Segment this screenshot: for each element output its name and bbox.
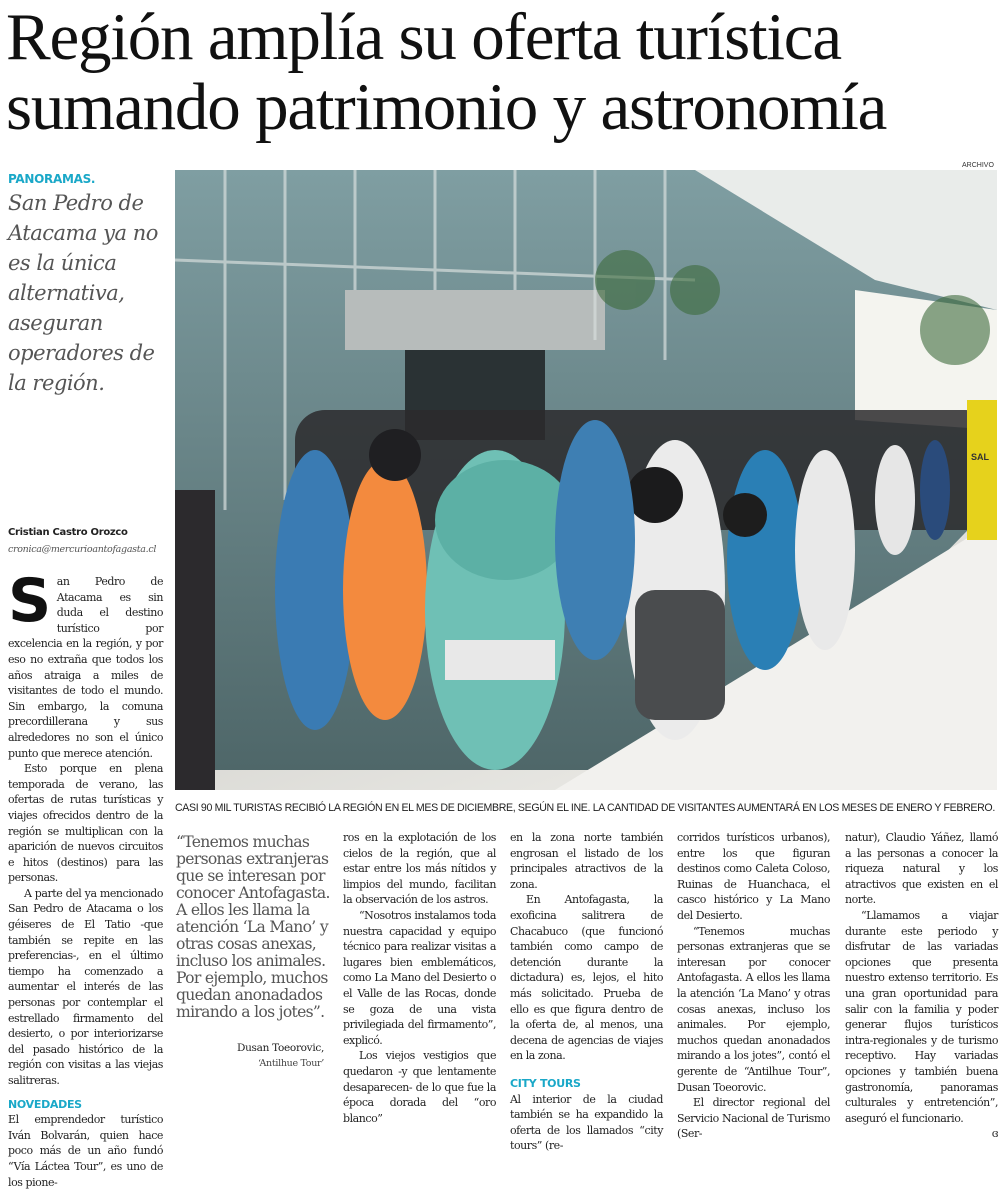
paragraph: A parte del ya mencionado San Pedro de Atacama o los géiseres de El Tatio -que también se repite en las preferencias-, en el último tiempo ha comenzado a aumentar el interés de las personas por contemplar el estrellado firmamento del desierto, o por interiorizarse del pasado histórico de la región con visitas a las viejas salitreras. — [8, 886, 163, 1087]
photo-sign-text: SAL — [971, 452, 989, 462]
headline-line-1: Región amplía su oferta turística — [6, 0, 841, 74]
photo-caption: CASI 90 MIL TURISTAS RECIBIÓ LA REGIÓN EN EL MES DE DICIEMBRE, SEGÚN EL INE. LA CANTIDAD DE VISITANTES AUMENTARÁ EN LOS MESES DE ENERO Y FEBRERO. — [175, 802, 995, 814]
article-photo — [175, 170, 997, 790]
pull-quote-firm: ‘Antilhue Tour’ — [257, 1058, 324, 1069]
pull-quote-author: Dusan Toeorovic, — [236, 1042, 324, 1054]
paragraph: Los viejos vestigios que quedaron -y que lentamente desaparecen- de lo que fue la época dorada del “oro blanco” — [343, 1049, 496, 1125]
byline-author: Cristian Castro Orozco — [8, 527, 128, 538]
airport-crowd-illustration — [175, 170, 997, 790]
end-of-article-mark: ɞ — [991, 1127, 998, 1141]
paragraph: “Nosotros instalamos toda nuestra capacidad y equipo técnico para realizar visitas a lugares bien emblemáticos, como La Mano del Desierto o el Valle de las Rocas, donde se goza de una vista privilegiada del firmamento”, explicó. — [343, 908, 496, 1047]
paragraph: Al interior de la ciudad también se ha expandido la oferta de los llamados “city tours” (re- — [510, 1092, 663, 1153]
paragraph: corridos turísticos urbanos), entre los que figuran destinos como Caleta Coloso, Ruinas de Huanchaca, el casco histórico y La Mano del Desierto. — [677, 831, 830, 922]
subhead-city-tours: CITY TOURS — [510, 1076, 581, 1090]
paragraph: natur), Claudio Yáñez, llamó a las personas a conocer la riqueza natural y los atractivos que existen en el norte. — [845, 831, 998, 907]
paragraph: “Llamamos a viajar durante este periodo y disfrutar de las variadas opciones que presenta nuestro extenso territorio. Es una gran oportunidad para salir con la familia y poder generar flujos turísticos intra-regionales y de turismo receptivo. Hay variadas opciones y también buena gastronomía, panoramas culturales y entretención”, aseguró el funcionario. — [845, 908, 998, 1125]
pull-quote-attribution — [176, 1040, 324, 1072]
paragraph: an Pedro de Atacama es sin duda el destino turístico por excelencia en la región, y por eso no extraña que todos los años atraiga a miles de visitantes de todo el mundo. Sin embargo, la comuna precordillerana y sus alrededores no son el único punto que merece atención. — [8, 575, 163, 760]
article-column-6 — [845, 830, 998, 1142]
paragraph: en la zona norte también engrosan el listado de los principales atractivos de la zona. — [510, 831, 663, 891]
byline-email[interactable]: cronica@mercurioantofagasta.cl — [8, 544, 157, 555]
article-column-1 — [8, 566, 163, 1190]
paragraph: Esto porque en plena temporada de verano, las ofertas de rutas turísticas y viajes ofrecidos dentro de la región se multiplican con la aparición de nuevos circuitos e hitos (destinos) para las personas. — [8, 762, 163, 885]
kicker: PANORAMAS. — [8, 172, 96, 186]
subhead-novedades: NOVEDADES — [8, 1097, 82, 1111]
deck-subtitle: San Pedro de Atacama ya no es la única alternativa, aseguran operadores de la región. — [8, 191, 158, 395]
article-column-4 — [510, 830, 663, 1154]
paragraph: El director regional del Servicio Nacional de Turismo (Ser- — [677, 1096, 830, 1141]
headline — [6, 2, 1000, 142]
drop-cap: S — [8, 566, 51, 636]
photo-credit: ARCHIVO — [962, 162, 994, 169]
headline-line-2: sumando patrimonio y astronomía — [6, 70, 887, 144]
paragraph: El emprendedor turístico Iván Bolvarán, quien hace poco más de un año fundó “Vía Láctea Tour”, es uno de los pione- — [8, 1113, 163, 1189]
paragraph: En Antofagasta, la exoficina salitrera de Chacabuco (que funcionó también como campo de detención durante la dictadura) es, lejos, el hito más solicitado. Prueba de ello es que figura dentro de la oferta de, al menos, una decena de agencias de viajes en la zona. — [510, 893, 663, 1063]
article-column-3 — [343, 830, 496, 1126]
paragraph: “Tenemos muchas personas extranjeras que se interesan por conocer Antofagasta. A ellos les llama la atención ‘La Mano’ y otras cosas anexas, incluso los animales. Por ejemplo, muchos quedan anonadados mirando a los jotes”, contó el gerente de “Antilhue Tour”, Dusan Toeorovic. — [677, 924, 830, 1094]
pull-quote: “Tenemos muchas personas extranjeras que se interesan por conocer Antofagasta. A ellos les llama la atención ‘La Mano’ y otras cosas anexas, incluso los animales. Por ejemplo, muchos quedan anonadados mirando a los jotes”. — [176, 833, 330, 1021]
paragraph: ros en la explotación de los cielos de la región, que al estar entre los más nítidos y limpios del mundo, facilitan la observación de los astros. — [343, 831, 496, 907]
article-column-5 — [677, 830, 830, 1142]
